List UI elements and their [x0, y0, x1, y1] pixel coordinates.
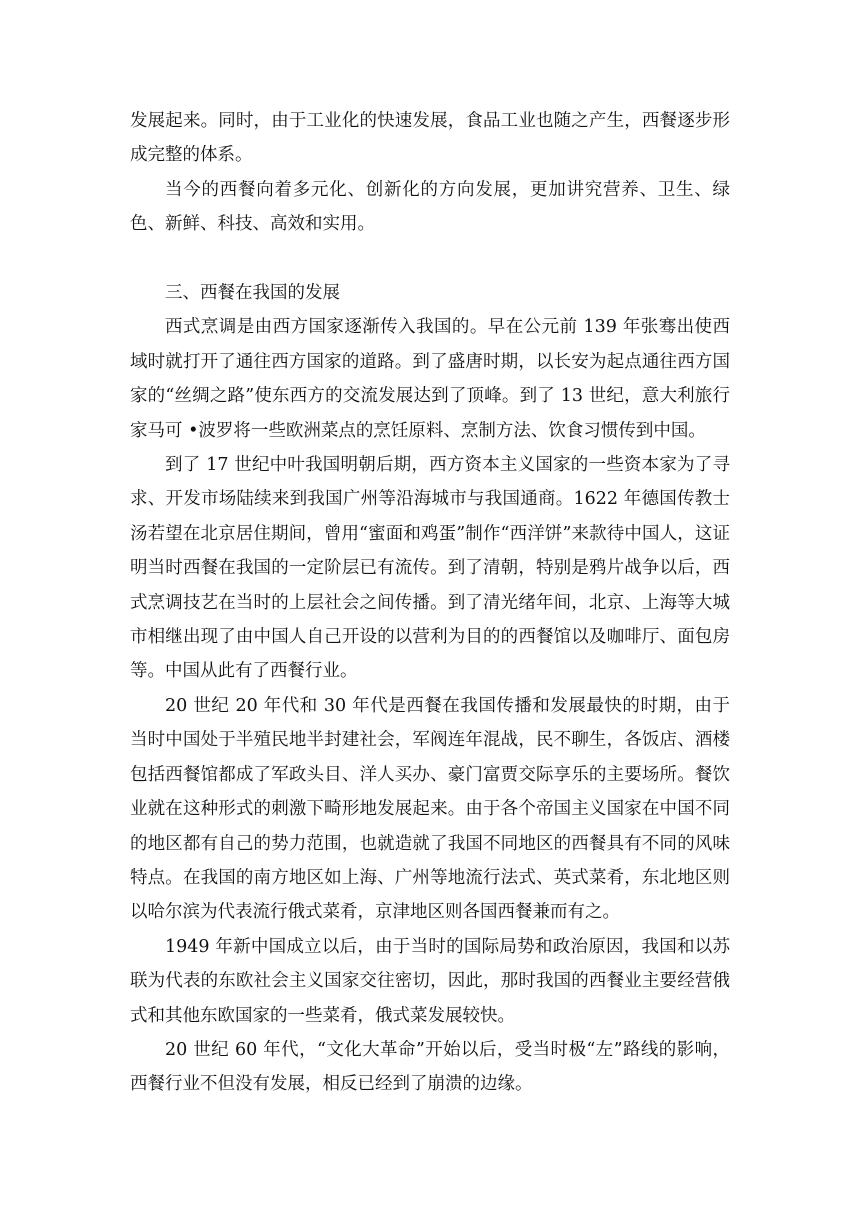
document-body [130, 104, 730, 1102]
paragraph-after-1949: 1949 年新中国成立以后，由于当时的国际局势和政治原因，我国和以苏联为代表的东欧社会主义国家交往密切，因此，那时我国的西餐业主要经营俄式和其他东欧国家的一些菜肴，俄式菜发展较快。 [130, 936, 730, 1026]
paragraph-introduction-history: 西式烹调是由西方国家逐渐传入我国的。早在公元前 139 年张骞出使西域时就打开了通往西方国家的道路。到了盛唐时期，以长安为起点通往西方国家的“丝绸之路”使东西方的交流发展达到了顶峰。到了 13 世纪，意大利旅行家马可 •波罗将一些欧洲菜点的烹饪原料、烹制方法、饮食习惯传到中国。 [130, 317, 730, 441]
paragraph-1920s-1930s: 20 世纪 20 年代和 30 年代是西餐在我国传播和发展最快的时期，由于当时中国处于半殖民地半封建社会，军阀连年混战，民不聊生，各饭店、酒楼包括西餐馆都成了军政头目、洋人买办、豪门富贾交际享乐的主要场所。餐饮业就在这种形式的刺激下畸形地发展起来。由于各个帝国主义国家在中国不同的地区都有自己的势力范围，也就造就了我国不同地区的西餐具有不同的风味特点。在我国的南方地区如上海、广州等地流行法式、英式菜肴，东北地区则以哈尔滨为代表流行俄式菜肴，京津地区则各国西餐兼而有之。 [130, 695, 730, 923]
blank-line [130, 242, 730, 276]
paragraph-continuation: 发展起来。同时，由于工业化的快速发展，食品工业也随之产生，西餐逐步形成完整的体系。 [130, 111, 730, 166]
section-heading: 三、西餐在我国的发展 [165, 283, 340, 304]
paragraph-modern-western-food: 当今的西餐向着多元化、创新化的方向发展，更加讲究营养、卫生、绿色、新鲜、科技、高效和实用。 [130, 179, 730, 235]
paragraph-ming-qing-period: 到了 17 世纪中叶我国明朝后期，西方资本主义国家的一些资本家为了寻求、开发市场陆续来到我国广州等沿海城市与我国通商。1622 年德国传教士汤若望在北京居住期间，曾用“蜜面和鸡蛋”制作“西洋饼”来款待中国人，这证明当时西餐在我国的一定阶层已有流传。到了清朝，特别是鸦片战争以后，西式烹调技艺在当时的上层社会之间传播。到了清光绪年间，北京、上海等大城市相继出现了由中国人自己开设的以营利为目的的西餐馆以及咖啡厅、面包房等。中国从此有了西餐行业。 [130, 455, 730, 682]
paragraph-1960s: 20 世纪 60 年代，“文化大革命”开始以后，受当时极“左”路线的影响，西餐行业不但没有发展，相反已经到了崩溃的边缘。 [130, 1039, 730, 1095]
